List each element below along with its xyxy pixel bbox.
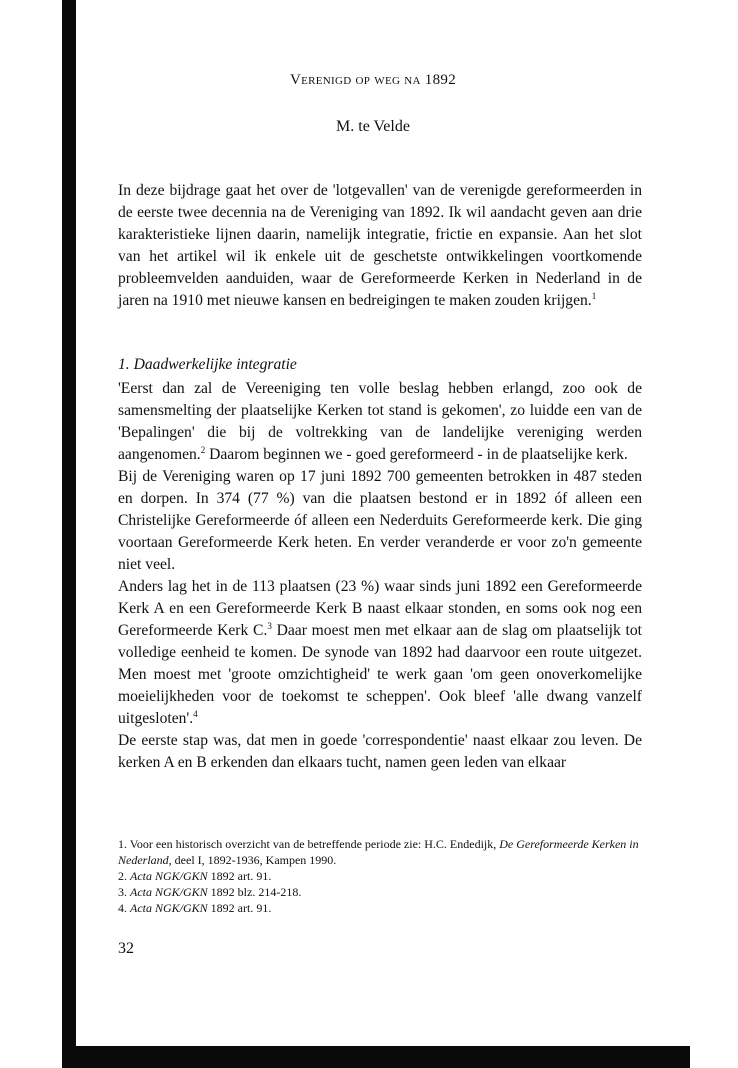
footnote-4: 4. Acta NGK/GKN 1892 art. 91.	[118, 901, 272, 915]
footnote-ref-4[interactable]: 4	[193, 708, 198, 719]
scan-border-bottom	[62, 1046, 690, 1068]
section-heading: 1. Daadwerkelijke integratie	[118, 356, 297, 373]
section-body	[118, 378, 642, 774]
footnote-2: 2. Acta NGK/GKN 1892 art. 91.	[118, 869, 272, 883]
footnote-ref-2[interactable]: 2	[200, 444, 206, 455]
footnote-3: 3. Acta NGK/GKN 1892 blz. 214-218.	[118, 885, 302, 899]
paragraph-4: De eerste stap was, dat men in goede 'correspondentie' naast elkaar zou leven. De kerken A en B erkenden dan elkaars tucht, namen geen leden van elkaar	[118, 732, 642, 771]
paragraph-2: Bij de Vereniging waren op 17 juni 1892 700 gemeenten betrokken in 487 steden en dorpen. In 374 (77 %) van die plaatsen bestond er in 1892 óf alleen een Christelijke Gereformeerde óf alleen een Nederduits Gereformeerde kerk. Die ging voortaan Gereformeerde Kerk heten. En verder veranderde er voor zo'n gemeente niet veel.	[118, 468, 642, 573]
article-title: Verenigd op weg na 1892	[290, 72, 456, 88]
abstract-paragraph	[118, 180, 642, 312]
paragraph-1: 'Eerst dan zal de Vereeniging ten volle beslag hebben erlangd, zoo ook de samensmelting der plaatselijke Kerken tot stand is gekomen', zo luidde een van de 'Bepalingen' die bij de voltrekking van de landelijke vereniging werden aangenomen.$^2$ Daarom beginnen we - goed gereformeerd - in de plaatselijke kerk.	[118, 380, 642, 463]
footnote-ref-3[interactable]: 3	[267, 620, 272, 631]
footnote-1: 1. Voor een historisch overzicht van de betreffende periode zie: H.C. Endedijk, De Gereformeerde Kerken in Nederland, deel I, 1892-1936, Kampen 1990.	[118, 837, 639, 867]
article-author: M. te Velde	[336, 118, 410, 135]
abstract-text: In deze bijdrage gaat het over de 'lotgevallen' van de verenigde gereformeerden in de eerste twee decennia na de Vereniging van 1892. Ik wil aandacht geven aan drie karakteristieke lijnen daarin, namelijk integratie, frictie en expansie. Aan het slot van het artikel wil ik enkele uit de geschetste ontwikkelingen voortkomende probleemvelden aanduiden, waar de Gereformeerde Kerken in Nederland in de jaren na 1910 met nieuwe kansen en bedreigingen te maken zouden krijgen.	[118, 182, 642, 309]
page-number: 32	[118, 940, 134, 957]
scan-border-left	[62, 0, 76, 1068]
footnote-ref-1[interactable]: 1	[591, 290, 597, 301]
paragraph-3: Anders lag het in de 113 plaatsen (23 %) waar sinds juni 1892 een Gereformeerde Kerk A en een Gereformeerde Kerk B naast elkaar stonden, en soms ook nog een Gereformeerde Kerk C.$^3$ Daar moest men met elkaar aan de slag om plaatselijk tot volledige eenheid te komen. De synode van 1892 had daarvoor een route uitgezet. Men moest met 'groote omzichtigheid' te werk gaan 'om geen onoverkomelijke moeielijkheden voor de toekomst te scheppen'. Ook bleef 'alle dwang vanzelf uitgesloten'.$^4$	[118, 578, 642, 727]
footnotes	[118, 836, 648, 916]
